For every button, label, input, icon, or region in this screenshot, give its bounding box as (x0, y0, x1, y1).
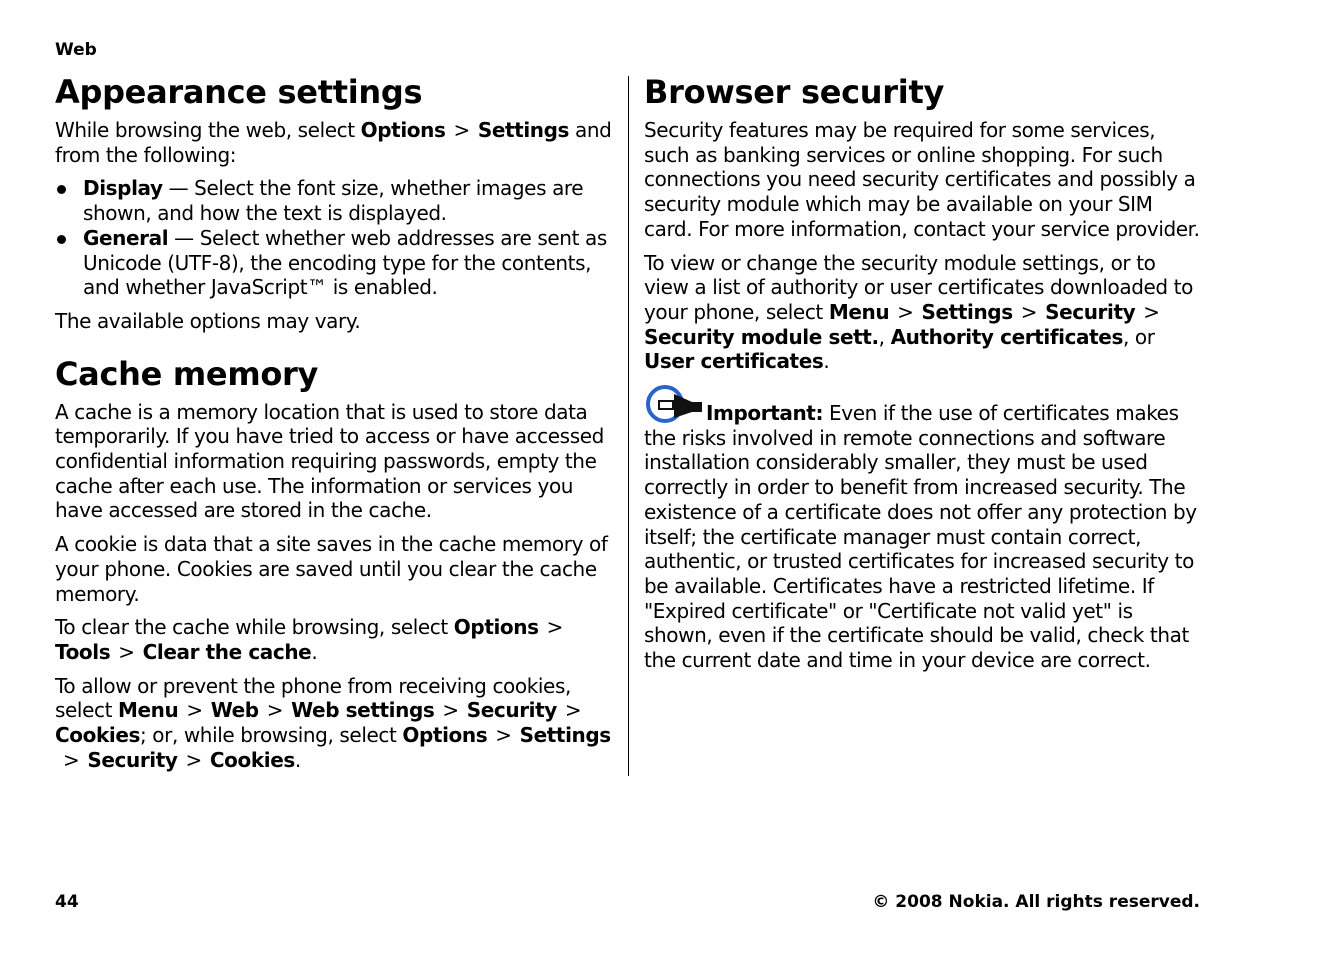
security-paragraph-2: To view or change the security module settings, or to view a list of authority or user certificates downloaded to your phone, select Menu > Settings > Security >Security module sett., Authority certificates, or User certificates. (644, 250, 1193, 374)
important-text: Even if the use of certificates makes the risks involved in remote connections and software installation considerably smaller, they must be used correctly in order to benefit from increased security. The existence of a certificate does not offer any protection by itself; the certificate manager must contain correct, authentic, or trusted certificates for increased security to be available. Certificates have a restricted lifetime. If "Expired certificate" or "Certificate not valid yet" is shown, even if the certificate should be valid, check that the current date and time in your device are correct. (644, 401, 1197, 673)
left-column (55, 74, 613, 781)
list-item: Display — Select the font size, whether images are shown, and how the text is displayed. (55, 176, 613, 225)
column-divider (628, 76, 629, 776)
pointing-hand-icon (644, 384, 704, 424)
appearance-note: The available options may vary. (55, 308, 361, 333)
option-term-general: General (83, 225, 169, 250)
option-term-display: Display (83, 176, 163, 201)
browser-security-heading: Browser security (644, 73, 944, 111)
appearance-options-list (55, 176, 613, 300)
menu-path-settings: Settings (477, 118, 570, 142)
cache-paragraph-3: To clear the cache while browsing, select Options >Tools > Clear the cache. (55, 615, 563, 664)
cache-paragraph-1: A cache is a memory location that is used to store data temporarily. If you have tried to access or have accessed confidential information requiring passwords, empty the cache after each use. The information or services you have accessed are stored in the cache. (55, 399, 604, 523)
running-head: Web (55, 40, 97, 60)
appearance-intro: While browsing the web, select Options > Settings and from the following: (55, 118, 612, 167)
cache-memory-heading: Cache memory (55, 354, 319, 393)
important-label: Important: (706, 401, 824, 426)
copyright-notice: © 2008 Nokia. All rights reserved. (872, 892, 1200, 912)
right-column (644, 74, 1204, 682)
security-paragraph-1: Security features may be required for some services, such as banking services or online shopping. For such connections you need security certificates and possibly a security module which may be available on your SIM card. For more information, contact your service provider. (644, 118, 1200, 241)
menu-path-options: Options (360, 118, 446, 142)
cache-paragraph-4: To allow or prevent the phone from receiving cookies, select Menu > Web > Web settings > Security >Cookies; or, while browsing, select Options > Settings> Security > Cookies. (55, 673, 611, 772)
appearance-settings-heading: Appearance settings (55, 73, 423, 111)
page-number: 44 (55, 892, 79, 912)
cache-paragraph-2: A cookie is data that a site saves in the cache memory of your phone. Cookies are saved until you clear the cache memory. (55, 532, 608, 606)
list-item: General — Select whether web addresses are sent as Unicode (UTF-8), the encoding type for the contents, and whether JavaScript™ is enabled. (55, 226, 613, 300)
path-separator: > (453, 118, 470, 142)
important-note (644, 384, 1204, 673)
